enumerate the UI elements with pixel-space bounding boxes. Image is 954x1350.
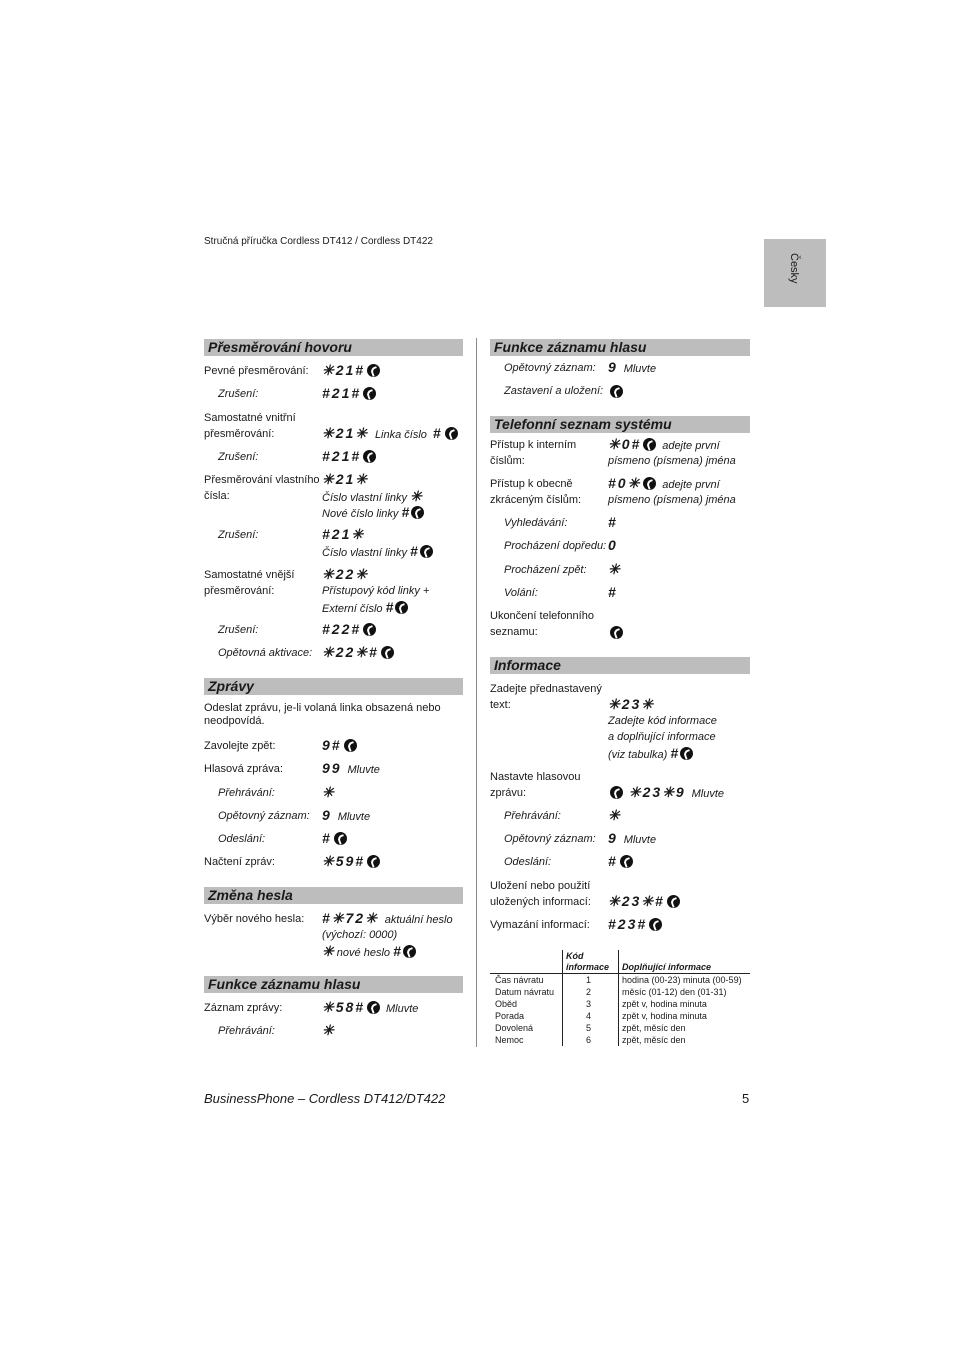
- label: Odeslání:: [504, 856, 552, 868]
- key-sequence: ✳21✳: [322, 471, 370, 487]
- key-sequence: [608, 383, 623, 399]
- key-sequence: ✳58# Mluvte: [322, 999, 419, 1015]
- label: číslům:: [490, 455, 525, 467]
- section-header: [204, 976, 463, 993]
- phone-icon: [445, 427, 458, 440]
- instruction: a doplňující informace: [608, 731, 716, 743]
- language-tab: [764, 239, 826, 307]
- label: Opětovný záznam:: [504, 833, 596, 845]
- key-sequence: #: [608, 514, 618, 530]
- label: Vymazání informací:: [490, 919, 590, 931]
- key-sequence: ✳21✳ Linka číslo #: [322, 425, 458, 443]
- footer-title: BusinessPhone – Cordless DT412/DT422: [204, 1091, 446, 1106]
- key-sequence: #21✳: [322, 526, 366, 542]
- label: Vyhledávání:: [504, 517, 568, 529]
- phone-icon: [649, 918, 662, 931]
- key-sequence: ✳: [322, 784, 336, 800]
- table-cell-code: 5: [586, 1023, 592, 1033]
- key-sequence: 9#: [322, 737, 357, 753]
- label: Nastavte hlasovou: [490, 771, 581, 783]
- label: seznamu:: [490, 626, 538, 638]
- instruction: Číslo vlastní linky ✳: [322, 488, 422, 504]
- label: Zrušení:: [218, 388, 259, 400]
- key-sequence: 0: [608, 537, 618, 553]
- key-sequence: #21#: [322, 448, 376, 464]
- label: zprávu:: [490, 787, 527, 799]
- section-title: Přesměrování hovoru: [208, 339, 352, 355]
- page-number: 5: [742, 1091, 750, 1106]
- label: Záznam zprávy:: [204, 1002, 283, 1014]
- key-sequence: ✳22✳: [322, 566, 370, 582]
- label: Načtení zpráv:: [204, 856, 275, 868]
- table-cell-info: zpět v, hodina minuta: [622, 1011, 707, 1021]
- label: Uložení nebo použití: [490, 880, 591, 892]
- key-sequence: ✳59#: [322, 853, 380, 869]
- instruction: Číslo vlastní linky #: [322, 543, 433, 561]
- label: Hlasová zpráva:: [204, 763, 283, 775]
- phone-icon: [620, 855, 633, 868]
- label: přesměrování:: [204, 428, 275, 440]
- key-sequence: #23#: [608, 916, 662, 932]
- table-cell-code: 4: [586, 1011, 592, 1021]
- table-header: Kód: [566, 951, 584, 961]
- label: Přesměrování vlastního: [204, 474, 320, 486]
- table-cell-code: 6: [586, 1035, 592, 1045]
- label: Samostatné vnitřní: [204, 412, 296, 424]
- key-sequence: #: [608, 853, 633, 869]
- phone-icon: [344, 739, 357, 752]
- key-sequence: 9 Mluvte: [608, 830, 657, 846]
- phone-icon: [381, 646, 394, 659]
- key-sequence: ✳22✳#: [322, 644, 394, 660]
- key-sequence: ✳23✳#: [608, 893, 680, 909]
- table-cell-name: Datum návratu: [495, 987, 555, 997]
- key-sequence: ✳: [608, 807, 622, 823]
- key-sequence: #22#: [322, 621, 376, 637]
- instruction: Externí číslo #: [322, 599, 408, 617]
- key-sequence: #✳72✳ aktuální heslo: [322, 910, 453, 926]
- table-cell-info: zpět, měsíc den: [622, 1023, 686, 1033]
- key-sequence: #: [322, 830, 347, 846]
- instruction: Přístupový kód linky +: [322, 585, 430, 597]
- label: Opětovný záznam:: [218, 810, 310, 822]
- instruction: písmeno (písmena) jména: [608, 494, 736, 506]
- section-title: Funkce záznamu hlasu: [494, 339, 647, 355]
- label: Přehrávání:: [504, 810, 561, 822]
- phone-icon: [403, 945, 416, 958]
- label: Přehrávání:: [218, 787, 275, 799]
- section-title: Zprávy: [208, 678, 254, 694]
- key-sequence: ✳23✳9 Mluvte: [608, 784, 724, 802]
- instruction: ✳ nové heslo #: [322, 943, 416, 961]
- label: Pevné přesměrování:: [204, 365, 309, 377]
- language-tab-label: Česky: [788, 253, 800, 284]
- key-sequence: [608, 624, 623, 640]
- phone-icon: [367, 364, 380, 377]
- instruction: (viz tabulka) #: [608, 745, 693, 763]
- table-header: informace: [566, 962, 610, 972]
- instruction: písmeno (písmena) jména: [608, 455, 736, 467]
- label: Zrušení:: [218, 529, 259, 541]
- key-sequence: #0✳ adejte první: [608, 475, 720, 491]
- phone-icon: [363, 623, 376, 636]
- table-cell-code: 2: [586, 987, 592, 997]
- label: Opětovná aktivace:: [218, 647, 313, 659]
- key-sequence: ✳21#: [322, 362, 380, 378]
- label: Zrušení:: [218, 451, 259, 463]
- key-sequence: 99 Mluvte: [322, 760, 380, 776]
- phone-icon: [395, 601, 408, 614]
- section-title: Informace: [494, 657, 561, 673]
- key-sequence: ✳: [608, 561, 622, 577]
- section-header: [204, 887, 463, 904]
- label: Procházení zpět:: [504, 564, 587, 576]
- label: Opětovný záznam:: [504, 362, 596, 374]
- label: Výběr nového hesla:: [204, 913, 305, 925]
- instruction: Zadejte kód informace: [608, 715, 717, 727]
- instruction: (výchozí: 0000): [322, 929, 398, 941]
- table-header: Doplňující informace: [622, 962, 712, 972]
- table-cell-info: měsíc (01-12) den (01-31): [622, 987, 727, 997]
- table-cell-name: Nemoc: [495, 1035, 524, 1045]
- label: přesměrování:: [204, 585, 275, 597]
- table-cell-info: zpět v, hodina minuta: [622, 999, 707, 1009]
- label: Zavolejte zpět:: [204, 740, 276, 752]
- phone-icon: [610, 385, 623, 398]
- table-cell-code: 3: [586, 999, 592, 1009]
- instruction: Nové číslo linky #: [322, 504, 424, 522]
- label: Procházení dopředu:: [504, 540, 607, 552]
- section-header: [490, 416, 750, 433]
- label: text:: [490, 699, 511, 711]
- key-sequence: #: [608, 584, 618, 600]
- label: Přístup k interním: [490, 439, 577, 451]
- intro: Odeslat zprávu, je-li volaná linka obsazená nebo: [204, 702, 441, 714]
- phone-icon: [610, 786, 623, 799]
- table-rule: [618, 950, 619, 1046]
- label: Zastavení a uložení:: [504, 385, 604, 397]
- phone-icon: [363, 387, 376, 400]
- phone-icon: [420, 545, 433, 558]
- table-cell-name: Čas návratu: [495, 975, 544, 985]
- phone-icon: [680, 747, 693, 760]
- label: čísla:: [204, 490, 230, 502]
- key-sequence: ✳0# adejte první: [608, 436, 720, 452]
- section-title: Funkce záznamu hlasu: [208, 976, 361, 992]
- label: Zadejte přednastavený: [490, 683, 602, 695]
- phone-icon: [367, 1001, 380, 1014]
- table-cell-code: 1: [586, 975, 592, 985]
- phone-icon: [363, 450, 376, 463]
- label: Volání:: [504, 587, 538, 599]
- section-header: [490, 339, 750, 356]
- phone-icon: [643, 477, 656, 490]
- phone-icon: [667, 895, 680, 908]
- label: Odeslání:: [218, 833, 266, 845]
- phone-icon: [334, 832, 347, 845]
- table-cell-info: zpět, měsíc den: [622, 1035, 686, 1045]
- section-title: Změna hesla: [208, 887, 293, 903]
- section-header: [490, 657, 750, 674]
- table-cell-name: Oběd: [495, 999, 518, 1009]
- section-title: Telefonní seznam systému: [494, 416, 672, 432]
- label: Přehrávání:: [218, 1025, 275, 1037]
- phone-icon: [411, 506, 424, 519]
- phone-icon: [610, 626, 623, 639]
- phone-icon: [367, 855, 380, 868]
- table-rule: [562, 950, 563, 1046]
- key-sequence: ✳23✳: [608, 696, 656, 712]
- label: Samostatné vnější: [204, 569, 295, 581]
- phone-icon: [643, 438, 656, 451]
- running-header: Stručná příručka Cordless DT412 / Cordless DT422: [204, 236, 433, 247]
- label: uložených informací:: [490, 896, 591, 908]
- section-header: [204, 678, 463, 695]
- key-sequence: 9 Mluvte: [322, 807, 371, 823]
- intro: neodpovídá.: [204, 715, 265, 727]
- section-header: [204, 339, 463, 356]
- key-sequence: ✳: [322, 1022, 336, 1038]
- label: Přístup k obecně: [490, 478, 573, 490]
- key-sequence: 9 Mluvte: [608, 359, 657, 375]
- table-cell-name: Dovolená: [495, 1023, 534, 1033]
- label: Zrušení:: [218, 624, 259, 636]
- label: Ukončení telefonního: [490, 610, 594, 622]
- table-cell-info: hodina (00-23) minuta (00-59): [622, 975, 742, 985]
- column-divider: [476, 338, 477, 1047]
- key-sequence: #21#: [322, 385, 376, 401]
- label: zkráceným číslům:: [490, 494, 582, 506]
- table-cell-name: Porada: [495, 1011, 525, 1021]
